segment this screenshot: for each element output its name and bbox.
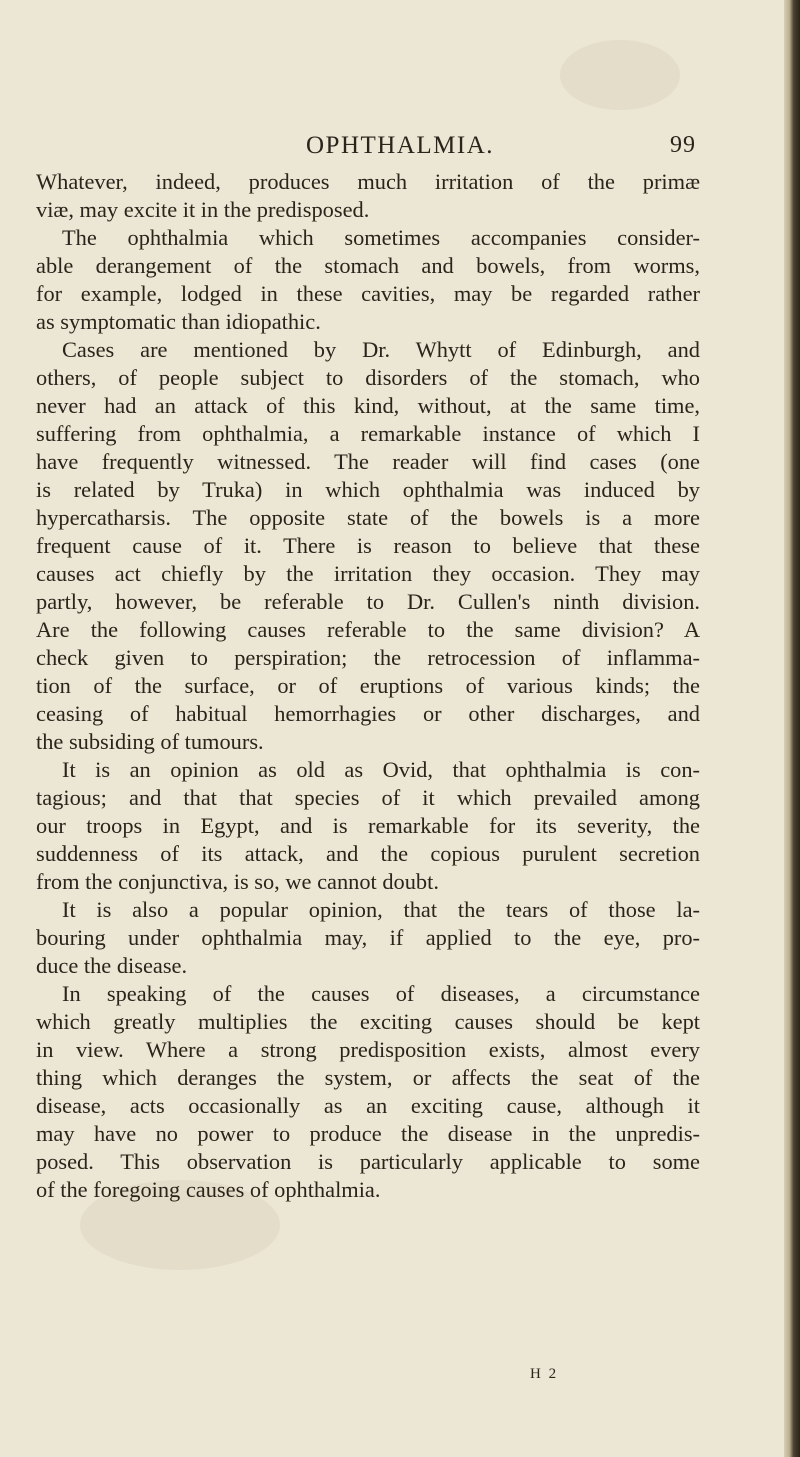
text-line: is related by Truka) in which ophthalmia was induced by [36,477,700,502]
text-line: bouring under ophthalmia may, if applied to the eye, pro- [36,925,700,950]
text-line: which greatly multiplies the exciting causes should be kept [36,1009,700,1034]
text-line: ceasing of habitual hemorrhagies or other discharges, and [36,701,700,726]
text-line: Cases are mentioned by Dr. Whytt of Edinburgh, and [62,337,700,362]
text-line: check given to perspiration; the retrocession of inflamma- [36,645,700,670]
text-line: The ophthalmia which sometimes accompanies consider- [62,225,700,250]
text-line: Whatever, indeed, produces much irritation of the primæ [36,169,700,194]
text-line: others, of people subject to disorders of the stomach, who [36,365,700,390]
text-line: able derangement of the stomach and bowels, from worms, [36,253,700,278]
text-line: tion of the surface, or of eruptions of various kinds; the [36,673,700,698]
text-line: as symptomatic than idiopathic. [36,309,321,334]
text-line: from the conjunctiva, is so, we cannot doubt. [36,869,439,894]
text-line: partly, however, be referable to Dr. Cullen's ninth division. [36,589,700,614]
text-line: for example, lodged in these cavities, may be regarded rather [36,281,700,306]
running-head-title: OPHTHALMIA. [305,132,495,159]
text-line: frequent cause of it. There is reason to believe that these [36,533,700,558]
text-line: It is also a popular opinion, that the tears of those la- [62,897,700,922]
text-line: disease, acts occasionally as an exciting cause, although it [36,1093,700,1118]
text-line: Are the following causes referable to the same division? A [36,617,700,642]
text-line: hypercatharsis. The opposite state of the bowels is a more [36,505,700,530]
text-line: have frequently witnessed. The reader will find cases (one [36,449,700,474]
text-line: It is an opinion as old as Ovid, that ophthalmia is con- [62,757,700,782]
text-line: our troops in Egypt, and is remarkable for its severity, the [36,813,700,838]
text-line: the subsiding of tumours. [36,729,264,754]
text-line: tagious; and that that species of it which prevailed among [36,785,700,810]
text-line: never had an attack of this kind, without, at the same time, [36,393,700,418]
text-line: thing which deranges the system, or affects the seat of the [36,1065,700,1090]
signature-mark: H 2 [530,1366,559,1382]
text-line: In speaking of the causes of diseases, a circumstance [62,981,700,1006]
paper-stain [560,40,680,110]
text-line: posed. This observation is particularly applicable to some [36,1149,700,1174]
text-line: viæ, may excite it in the predisposed. [36,197,370,222]
text-line: suffering from ophthalmia, a remarkable instance of which I [36,421,700,446]
body-text [36,168,700,1204]
text-line: may have no power to produce the disease in the unpredis- [36,1121,700,1146]
page-number: 99 [670,132,696,158]
text-line: duce the disease. [36,953,188,978]
text-line: causes act chiefly by the irritation they occasion. They may [36,561,700,586]
page-edge [784,0,800,1457]
text-line: of the foregoing causes of ophthalmia. [36,1177,381,1202]
text-line: in view. Where a strong predisposition exists, almost every [36,1037,700,1062]
text-line: suddenness of its attack, and the copious purulent secretion [36,841,700,866]
